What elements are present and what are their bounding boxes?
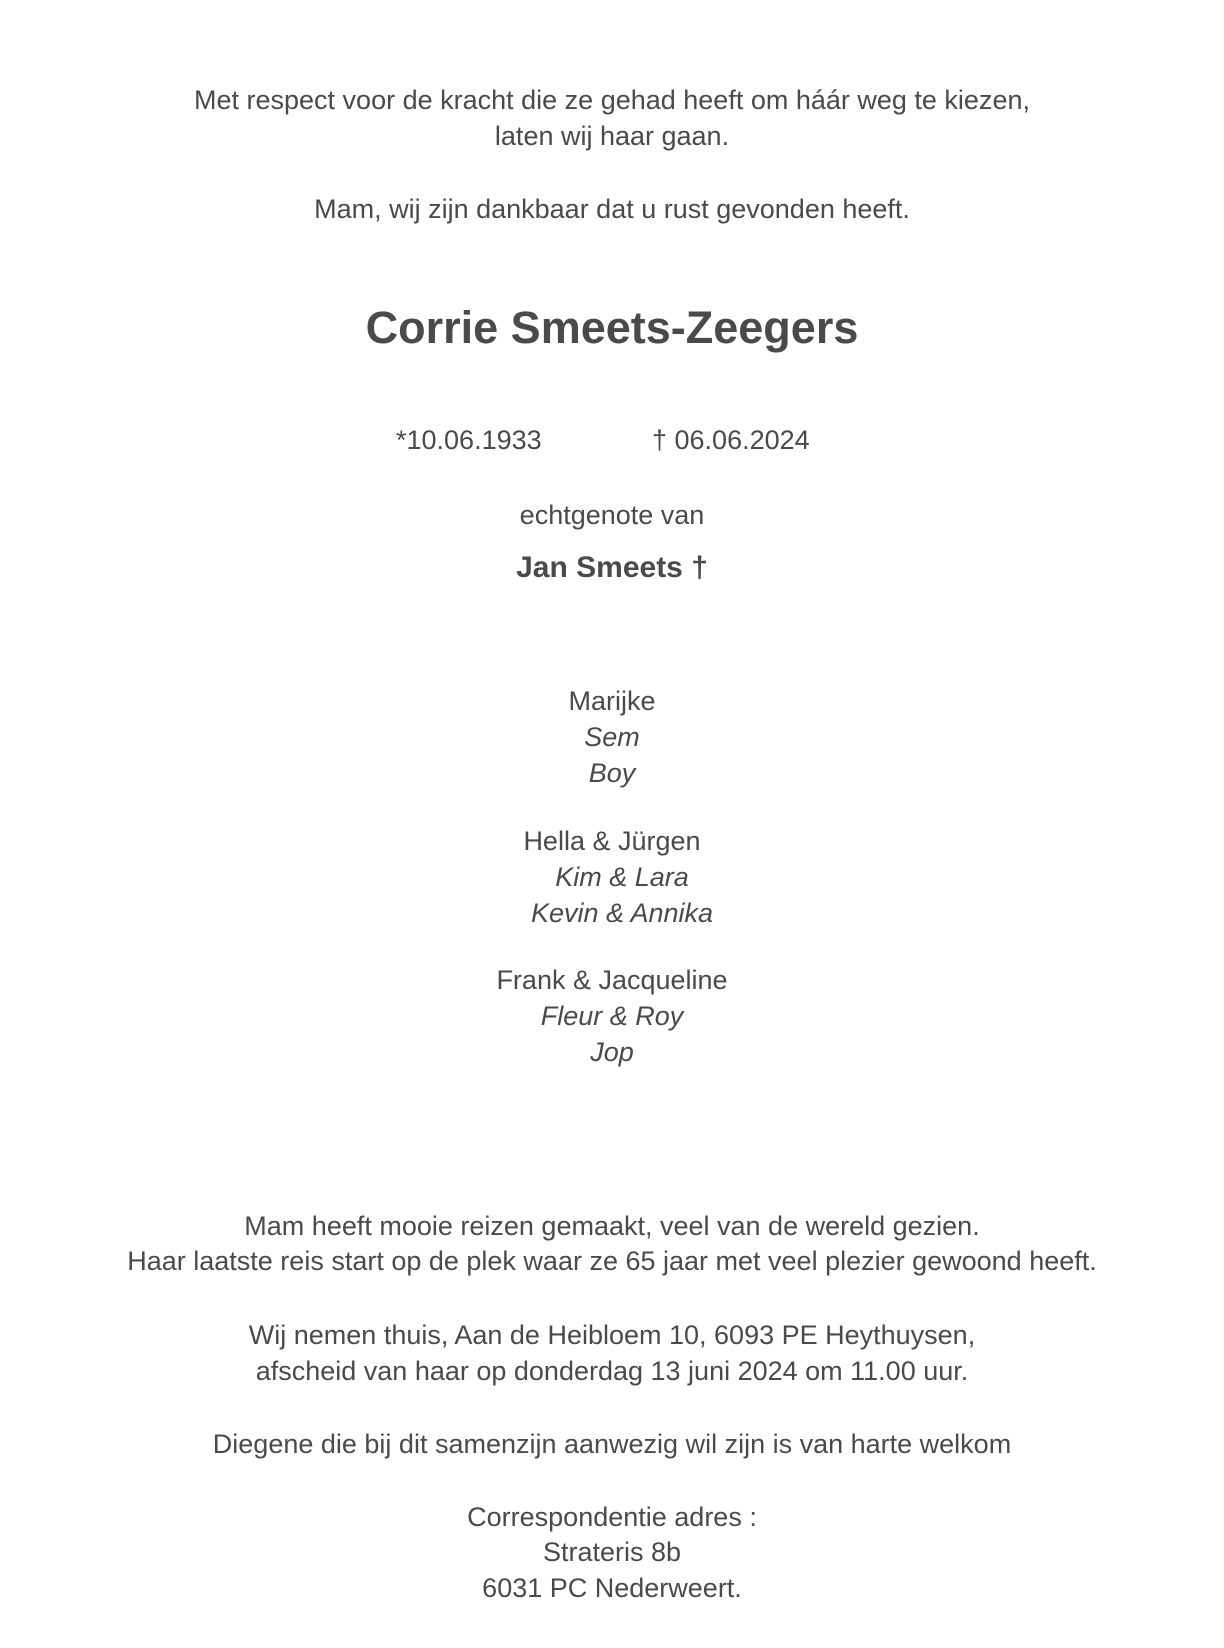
family-child: Jop xyxy=(590,1037,634,1067)
family-group xyxy=(0,823,1224,931)
closing-line-4: afscheid van haar op donderdag 13 juni 2024 om 11.00 uur. xyxy=(255,1356,969,1386)
death-date: † 06.06.2024 xyxy=(652,425,810,455)
family-child: Kim & Lara xyxy=(555,862,689,892)
intro-line-3: Mam, wij zijn dankbaar dat u rust gevonden heeft. xyxy=(314,194,910,224)
birth-date: *10.06.1933 xyxy=(396,425,542,455)
family-parents: Frank & Jacqueline xyxy=(496,965,728,995)
family-child: Boy xyxy=(588,758,636,788)
closing-line-2: Haar laatste reis start op de plek waar ze 65 jaar met veel plezier gewoond heeft. xyxy=(127,1246,1097,1276)
closing-line-3: Wij nemen thuis, Aan de Heibloem 10, 6093 PE Heythuysen, xyxy=(248,1320,976,1350)
intro-line-2: laten wij haar gaan. xyxy=(494,121,730,151)
intro-line-1: Met respect voor de kracht die ze gehad heeft om háár weg te kiezen, xyxy=(194,85,1030,115)
family-child: Sem xyxy=(584,722,640,752)
family-parents: Hella & Jürgen xyxy=(523,826,701,856)
family-group xyxy=(0,962,1224,1070)
correspondence-label: Correspondentie adres : xyxy=(467,1502,757,1532)
family-parents: Marijke xyxy=(568,686,656,716)
family-group xyxy=(0,683,1224,791)
closing-line-1: Mam heeft mooie reizen gemaakt, veel van de wereld gezien. xyxy=(244,1211,980,1241)
closing-line-5: Diegene die bij dit samenzijn aanwezig wil zijn is van harte welkom xyxy=(212,1429,1012,1459)
family-child: Kevin & Annika xyxy=(530,898,714,928)
spouse-name: Jan Smeets † xyxy=(516,551,708,584)
correspondence-street: Strateris 8b xyxy=(542,1537,682,1567)
deceased-name: Corrie Smeets-Zeegers xyxy=(365,302,859,353)
correspondence-city: 6031 PC Nederweert. xyxy=(482,1573,742,1603)
spouse-relation: echtgenote van xyxy=(519,500,705,530)
family-child: Fleur & Roy xyxy=(540,1001,684,1031)
